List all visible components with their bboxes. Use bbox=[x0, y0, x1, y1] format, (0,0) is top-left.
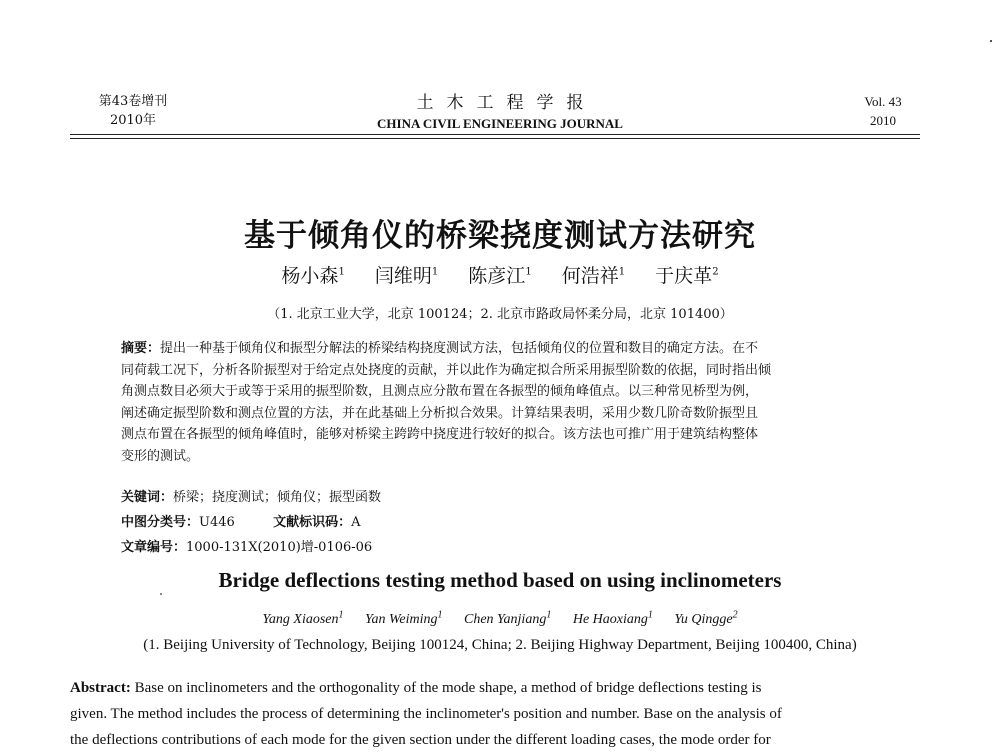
article-no-value: 1000-131X(2010)增-0106-06 bbox=[186, 540, 373, 555]
article-no-label: 文章编号： bbox=[121, 540, 187, 555]
keywords-value: 桥梁；挠度测试；倾角仪；振型函数 bbox=[173, 490, 382, 505]
author-en: Yu Qingge$^2$ bbox=[674, 609, 738, 627]
article-number bbox=[121, 536, 871, 555]
doc-code-label: 文献标识码： bbox=[273, 515, 352, 530]
affiliation-en: (1. Beijing University of Technology, Beijing 100124, China; 2. Beijing Highway Department, Beijing 100400, China) bbox=[143, 637, 857, 653]
author-en: Chen Yanjiang$^1$ bbox=[463, 609, 552, 627]
vol-year: 2010 bbox=[870, 113, 896, 128]
abstract-en-line: given. The method includes the process of determining the inclinometer's position and number. Base on the analysis of bbox=[70, 706, 782, 722]
classification bbox=[121, 511, 871, 530]
author-en: Yan Weiming$^1$ bbox=[365, 609, 443, 627]
abstract-cn-line: 测点布置在各振型的倾角峰值时，能够对桥梁主跨跨中挠度进行较好的拟合。该方法也可推广用于建筑结构整体 bbox=[121, 427, 759, 443]
paper-title-cn: 基于倾角仪的桥梁挠度测试方法研究 bbox=[244, 218, 756, 254]
clc-label: 中图分类号： bbox=[121, 515, 200, 530]
volume-label: 第43卷增刊 bbox=[98, 94, 168, 109]
author-cn: 闫维明$^1$ bbox=[374, 265, 439, 287]
author-cn: 何浩祥$^1$ bbox=[561, 265, 626, 287]
vol-label: Vol. 43 bbox=[864, 94, 902, 109]
abstract-cn-line: 阐述确定振型阶数和测点位置的方法，并在此基础上分析拟合效果。计算结果表明，采用少数几阶奇数阶振型且 bbox=[121, 405, 759, 421]
keywords bbox=[121, 486, 871, 505]
authors-en bbox=[0, 609, 1000, 628]
abstract-en-line: the deflections contributions of each mode for the given section under the different loading cases, the mode order for bbox=[70, 732, 771, 748]
abstract-en-line: Base on inclinometers and the orthogonality of the mode shape, a method of bridge deflections testing is bbox=[134, 680, 762, 696]
year-label: 2010年 bbox=[109, 113, 157, 128]
speck bbox=[160, 593, 162, 595]
abstract-cn-label: 摘要： bbox=[121, 341, 161, 356]
journal-name-cn: 土木工程学报 bbox=[416, 93, 597, 113]
abstract-en bbox=[70, 675, 920, 753]
abstract-cn-line: 提出一种基于倾角仪和振型分解法的桥梁结构挠度测试方法，包括倾角仪的位置和数目的确定方法。在不 bbox=[160, 341, 759, 356]
author-en: He Haoxiang$^1$ bbox=[572, 609, 653, 627]
paper-title-en: Bridge deflections testing method based on using inclinometers bbox=[218, 568, 782, 592]
journal-name-en: CHINA CIVIL ENGINEERING JOURNAL bbox=[377, 116, 623, 131]
affiliation-cn: （1. 北京工业大学，北京 100124；2. 北京市路政局怀柔分局，北京 101400） bbox=[267, 307, 733, 322]
author-cn: 杨小森$^1$ bbox=[281, 265, 345, 287]
abstract-cn-line: 变形的测试。 bbox=[121, 448, 200, 464]
doc-code-value: A bbox=[351, 515, 361, 530]
speck bbox=[990, 40, 992, 42]
clc-value: U446 bbox=[199, 515, 235, 530]
header-vol-en bbox=[850, 92, 916, 130]
abstract-cn bbox=[121, 338, 871, 468]
abstract-cn-line: 角测点数目必须大于或等于采用的振型阶数，且测点应分散布置在各振型的倾角峰值点。以三种常见桥型为例， bbox=[121, 384, 759, 400]
header-rule-top bbox=[70, 134, 920, 135]
author-en: Yang Xiaosen$^1$ bbox=[262, 609, 344, 627]
header-rule-bottom bbox=[70, 138, 920, 139]
abstract-en-label: Abstract: bbox=[70, 680, 131, 696]
author-cn: 陈彦江$^1$ bbox=[468, 265, 532, 287]
authors-cn bbox=[0, 261, 1000, 288]
keywords-label: 关键词： bbox=[121, 490, 174, 505]
author-cn: 于庆革$^2$ bbox=[655, 265, 719, 287]
abstract-cn-line: 同荷载工况下，分析各阶振型对于给定点处挠度的贡献，并以此作为确定拟合所采用振型阶数的依据，同时指出倾 bbox=[121, 362, 772, 378]
